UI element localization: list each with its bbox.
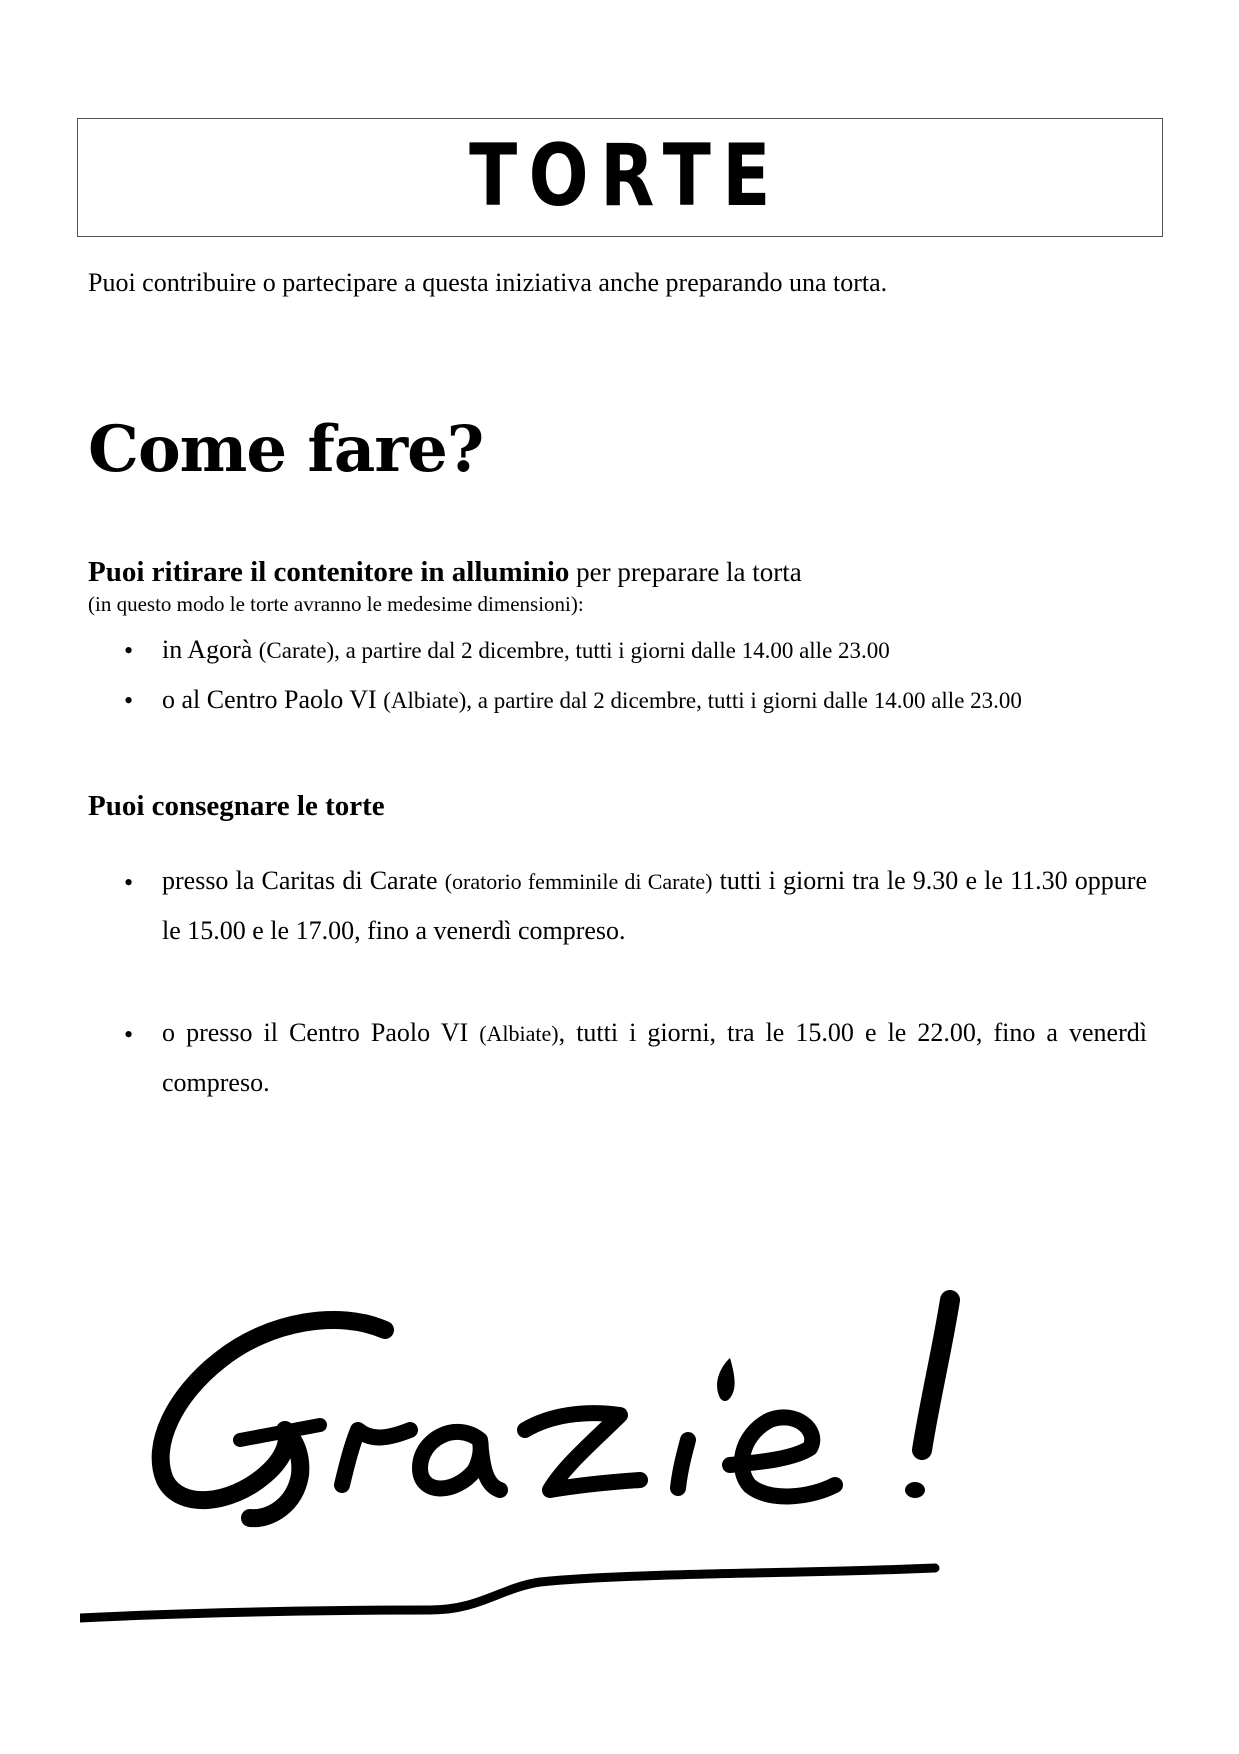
exclamation-dot	[905, 1482, 925, 1498]
delivery-place-note: (Albiate)	[479, 1021, 559, 1046]
section-heading: Come fare?	[88, 412, 484, 487]
pickup-item-text	[162, 635, 890, 665]
underline-swoosh	[80, 1568, 935, 1618]
pickup-detail: (Albiate), a partire dal 2 dicembre, tutti i giorni dalle 14.00 alle 23.00	[383, 688, 1022, 713]
letter-i-stroke	[678, 1440, 688, 1488]
pickup-title-rest: per preparare la torta	[569, 557, 802, 587]
letter-a-stroke	[420, 1432, 500, 1490]
pickup-place: in Agorà	[162, 635, 259, 664]
title-box	[77, 118, 1163, 237]
delivery-item-text	[162, 856, 1147, 955]
pickup-detail: (Carate), a partire dal 2 dicembre, tutti i giorni dalle 14.00 alle 23.00	[258, 638, 890, 663]
delivery-schedule: tutti i giorni tra le 9.30 e le 11.30 oppure le 15.00 e le 17.00, fino a venerdì compreso.	[162, 866, 1147, 945]
pickup-item-text	[162, 685, 1022, 715]
pickup-subtitle: (in questo modo le torte avranno le medesime dimensioni):	[88, 592, 584, 616]
page-title: TORTE	[469, 125, 783, 226]
bullet-icon: •	[124, 1020, 134, 1049]
bullet-icon: •	[124, 686, 134, 715]
grazie-handwriting	[80, 1290, 1080, 1630]
delivery-schedule: , tutti i giorni, tra le 15.00 e le 22.00, fino a venerdì compreso.	[162, 1018, 1147, 1097]
letter-g-stroke	[161, 1320, 385, 1518]
letter-i-dot	[717, 1358, 735, 1401]
delivery-place: o presso il Centro Paolo VI	[162, 1018, 480, 1047]
delivery-place-note: (oratorio femminile di Carate)	[444, 869, 713, 894]
letter-z-stroke	[525, 1413, 640, 1490]
intro-text: Puoi contribuire o partecipare a questa iniziativa anche preparando una torta.	[88, 268, 888, 297]
exclamation-stroke	[922, 1300, 950, 1450]
letter-r-stroke	[342, 1430, 410, 1485]
delivery-place: presso la Caritas di Carate	[162, 866, 445, 895]
letter-e-stroke	[730, 1417, 835, 1496]
delivery-item-text	[162, 1008, 1147, 1107]
pickup-title	[88, 556, 802, 589]
pickup-title-bold: Puoi ritirare il contenitore in alluminio	[88, 556, 570, 588]
letter-g-bar	[240, 1425, 320, 1440]
delivery-title: Puoi consegnare le torte	[88, 790, 385, 822]
bullet-icon: •	[124, 868, 134, 897]
pickup-place: o al Centro Paolo VI	[162, 685, 384, 714]
bullet-icon: •	[124, 636, 134, 665]
